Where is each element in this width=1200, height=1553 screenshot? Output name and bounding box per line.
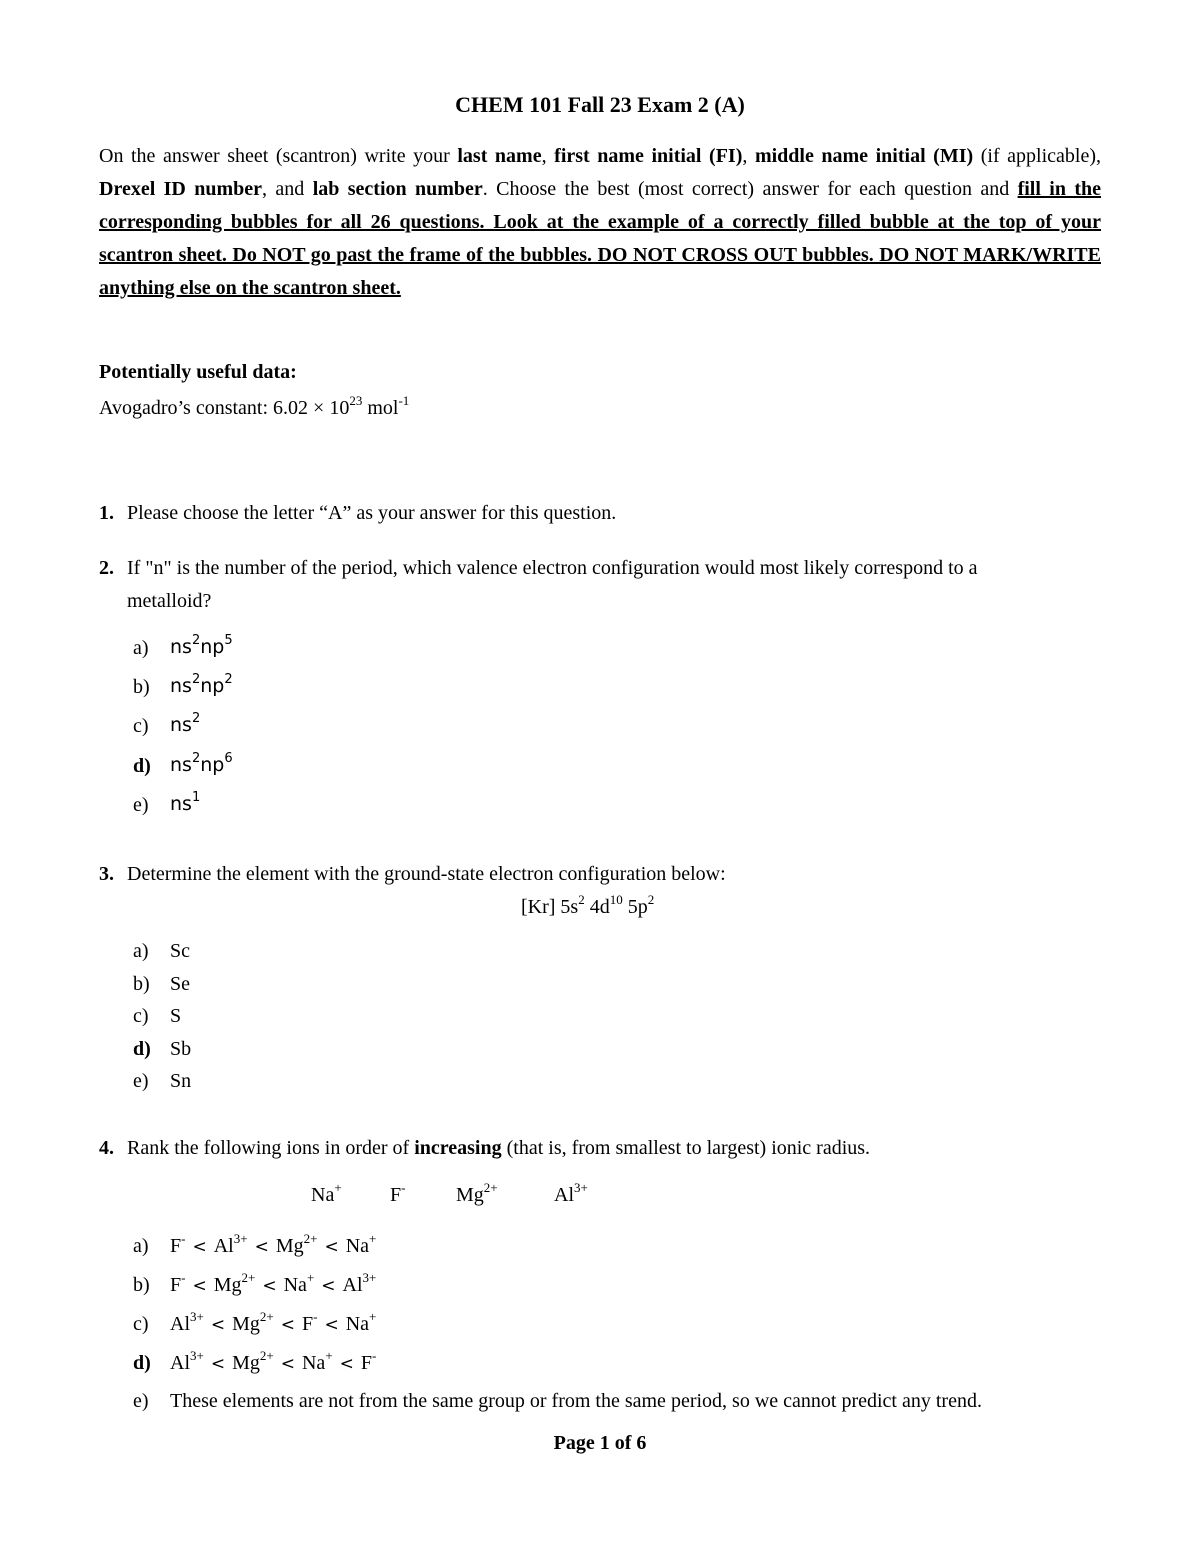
- ion: $Al^{3+}$: [554, 1180, 588, 1206]
- option-text: S: [170, 1005, 182, 1027]
- option-config: $ns^1$: [170, 790, 201, 815]
- option-label: b): [133, 676, 150, 698]
- option-label: e): [133, 1070, 149, 1092]
- option-config: $ns^2$: [170, 711, 201, 736]
- ion: F-: [390, 1180, 406, 1206]
- instr-bold-first-initial: first name initial (FI): [554, 145, 743, 167]
- option-label: d): [133, 1038, 151, 1060]
- option-config: $ns^2np^5$: [170, 633, 233, 658]
- question-2-line-1: If "n" is the number of the period, which valence electron configuration would most likely correspond to a: [127, 557, 978, 579]
- bold-increasing: increasing: [414, 1137, 502, 1159]
- question-number: 4.: [99, 1137, 114, 1159]
- ion: $Mg^{2+}$: [456, 1180, 498, 1206]
- option-label: b): [133, 1274, 150, 1296]
- option-config: $ns^2np^6$: [170, 751, 233, 776]
- ion-sequence: $F^- < Mg^{2+} < Na^+ < Al^{3+}$: [170, 1270, 377, 1296]
- page-title: CHEM 101 Fall 23 Exam 2 (A): [455, 92, 745, 117]
- option-label: a): [133, 940, 149, 962]
- option-label: d): [133, 755, 151, 777]
- page-footer: Page 1 of 6: [553, 1432, 647, 1454]
- ion-sequence: $Al^{3+} < Mg^{2+} < F^- < Na^+$: [170, 1309, 377, 1335]
- instr-text: , and: [262, 178, 313, 200]
- instructions: [99, 140, 1101, 305]
- avogadro-unit: mol: [362, 397, 399, 419]
- option-config: $ns^2np^2$: [170, 672, 233, 697]
- ion-sequence: $F^- < Al^{3+} < Mg^{2+} < Na^+$: [170, 1231, 377, 1257]
- avogadro-unit-exponent: -1: [398, 393, 410, 408]
- instr-bold-drexel-id: Drexel ID number: [99, 178, 263, 200]
- instr-text: On the answer sheet (scantron) write your: [99, 145, 458, 167]
- option-label: c): [133, 1005, 149, 1027]
- ion-sequence: $Al^{3+} < Mg^{2+} < Na^+ < F^-$: [170, 1348, 377, 1374]
- question-4-text: Rank the following ions in order of increasing (that is, from smallest to largest) ionic radius.: [127, 1137, 871, 1159]
- question-number: 2.: [99, 557, 114, 579]
- option-text: Se: [170, 973, 190, 995]
- instr-text: ,: [541, 145, 555, 167]
- question-number: 1.: [99, 502, 114, 524]
- avogadro-label: Avogadro’s constant: 6.02 × 10: [99, 397, 350, 419]
- option-label: c): [133, 715, 149, 737]
- avogadro-constant: [99, 393, 410, 419]
- question-3-text: Determine the element with the ground-state electron configuration below:: [127, 863, 726, 885]
- option-text: Sn: [170, 1070, 192, 1092]
- option-label: c): [133, 1313, 149, 1335]
- useful-data-heading: Potentially useful data:: [99, 361, 297, 383]
- option-label: e): [133, 794, 149, 816]
- instr-bold-last-name: last name: [457, 145, 542, 167]
- instr-text: ,: [742, 145, 755, 167]
- option-label: e): [133, 1390, 149, 1412]
- electron-configuration: [Kr] $5s^2$ $4d^{10}$ $5p^2$: [521, 892, 655, 918]
- option-label: a): [133, 1235, 149, 1257]
- question-number: 3.: [99, 863, 114, 885]
- instr-text: . Choose the best (most correct) answer for each question and: [482, 178, 1018, 200]
- avogadro-exponent: 23: [349, 393, 363, 408]
- option-label: a): [133, 637, 149, 659]
- ion: Na+: [311, 1180, 342, 1206]
- instr-bold-lab-section: lab section number: [312, 178, 483, 200]
- option-text: Sb: [170, 1038, 192, 1060]
- question-2-line-2: metalloid?: [127, 590, 212, 612]
- instr-text: (if applicable),: [973, 145, 1102, 167]
- instr-bold-middle-initial: middle name initial (MI): [754, 145, 974, 167]
- option-text: Sc: [170, 940, 190, 962]
- option-label: d): [133, 1352, 151, 1374]
- question-1-text: Please choose the letter “A” as your answer for this question.: [127, 502, 617, 524]
- instr-underlined-rules: fill in the corresponding bubbles for all 26 questions. Look at the example of a correctly filled bubble at the top of your scantron sheet. Do NOT go past the frame of the bubbles. DO NOT CROSS OUT bubbles. DO NOT MARK/WRITE anything else on the scantron sheet.: [99, 178, 1102, 299]
- option-label: b): [133, 973, 150, 995]
- option-text: These elements are not from the same group or from the same period, so we cannot predict any trend.: [170, 1390, 982, 1412]
